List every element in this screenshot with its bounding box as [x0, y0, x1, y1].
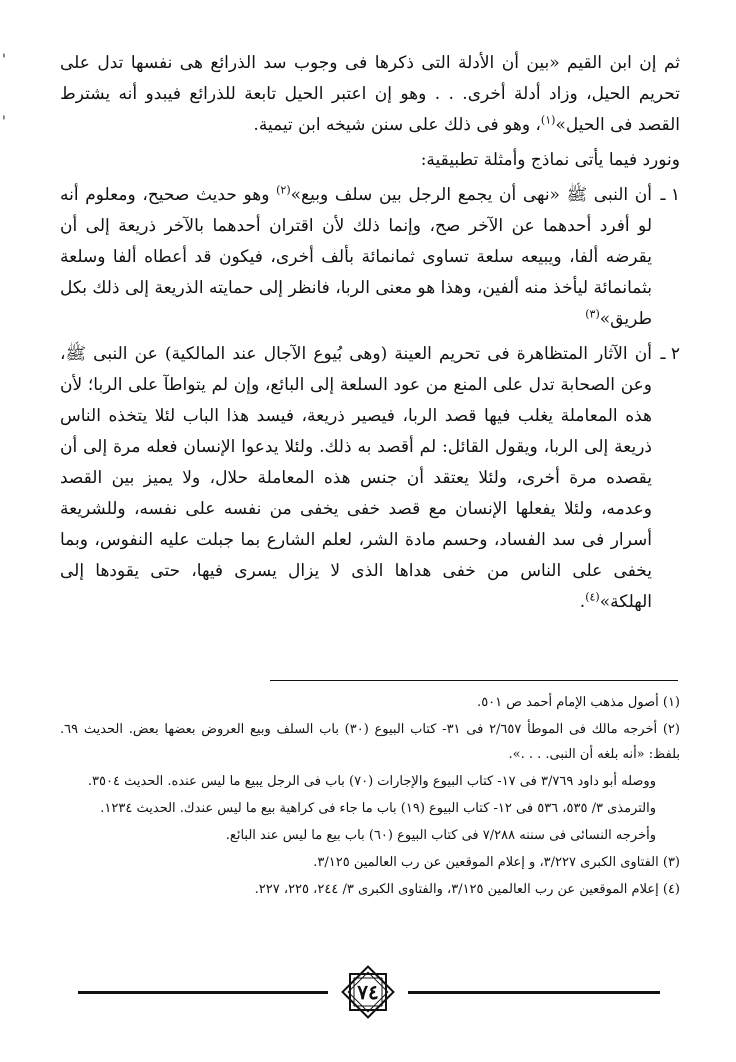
list-item-text	[60, 180, 652, 335]
footnote-separator	[270, 680, 678, 681]
footnote-4: (٤) إعلام الموقعين عن رب العالمين ٣/١٢٥، والفتاوى الكبرى ٣/ ٢٤٤، ٢٢٥، ٢٢٧.	[254, 882, 680, 897]
paragraph-1-text: ثم إن ابن القيم «بين أن الأدلة التى ذكرها فى وجوب سد الذرائع هى نفسها تدل على تحريم الحيل، وزاد أدلة أخرى. . . وهو إن اعتبر الحيل تابعة للذرائع فيبدو أنه يشترط القصد فى الحيل»	[60, 53, 680, 135]
footnote-ref-4: (٤)	[585, 590, 600, 604]
page-number-badge	[338, 962, 398, 1022]
list-item-number: ٢ ـ	[660, 344, 680, 364]
footnote-2: (٢) أخرجه مالك فى الموطأ ٢/٦٥٧ فى ٣١- كتاب البيوع (٣٠) باب السلف وبيع العروض بعضها بعض. الحديث ٦٩. بلفظ: «أنه بلغه أن النبى. . . .».	[60, 722, 680, 762]
item-2-text-b: .	[579, 592, 586, 612]
margin-mark-middle: '	[2, 114, 6, 130]
page-number: ٧٤	[357, 980, 379, 1004]
list-item-text	[60, 339, 652, 618]
paragraph-1	[60, 48, 680, 141]
list-item-1	[60, 180, 680, 335]
item-1-text-a: أن النبى ﷺ «نهى أن يجمع الرجل بين سلف وبيع»	[290, 185, 653, 205]
item-2-text-a: أن الآثار المتظاهرة فى تحريم العينة (وهى بُيوع الآجال عند المالكية) عن النبى ﷺ، وعن الصحابة تدل على المنع من عود السلعة إلى البائع، وإن لم يتواطآ على الربا؛ لأن هذه المعاملة يغلب فيها قصد الربا، فيصير ذريعة، فيسد هذا الباب لئلا يتخذه الناس ذريعة إلى الربا، ويقول القائل: لم أقصد به ذلك. ولئلا يدعوا الإنسان فعله مرة إلى أن يقصده مرة أخرى، ولئلا يعتقد أن جنس هذه المعاملة حلال، ولا يميز بين القصد وعدمه، ولئلا يفعلها الإنسان مع قصد خفى يخفى من نفسه على نفسه، وللشريعة أسرار فى سد الفساد، وحسم مادة الشر، لعلم الشارع بما جبلت عليه النفوس، وبما يخفى على الناس من خفى هداها الذى لا يزال يسرى فيها، حتى يقودها إلى الهلكة»	[60, 344, 652, 612]
footnote-2-continued-abu-dawud: ووصله أبو داود ٣/٧٦٩ فى ١٧- كتاب البيوع والإجارات (٧٠) باب فى الرجل يبيع ما ليس عنده. الحديث ٣٥٠٤.	[87, 774, 656, 789]
page-body	[60, 48, 680, 622]
footnote-2-continued-nasai: وأخرجه النسائى فى سننه ٧/٢٨٨ فى كتاب البيوع (٦٠) باب بيع ما ليس عند البائع.	[225, 828, 656, 843]
footnote-1: (١) أصول مذهب الإمام أحمد ص ٥٠١.	[477, 695, 680, 710]
footnote-ref-3: (٣)	[585, 307, 600, 321]
bottom-rule-left	[78, 991, 328, 994]
footnote-ref-2: (٢)	[276, 183, 291, 197]
footnote-ref-1: (١)	[540, 113, 556, 127]
footnotes	[60, 690, 680, 904]
list-item-number: ١ ـ	[660, 185, 680, 205]
bottom-rule-right	[408, 991, 660, 994]
footnote-3: (٣) الفتاوى الكبرى ٣/٢٢٧، و إعلام الموقعين عن رب العالمين ٣/١٢٥.	[313, 855, 680, 870]
paragraph-1-end: ، وهو فى ذلك على سنن شيخه ابن تيمية.	[253, 115, 541, 135]
intro-line: ونورد فيما يأتى نماذج وأمثلة تطبيقية:	[420, 150, 680, 170]
item-1-text-b: وهو حديث صحيح، ومعلوم أنه لو أفرد أحدهما عن الآخر صح، وإنما ذلك لأن اقتران أحدهما بالآخر ذريعة إلى أن يقرضه ألفا، ويبيعه سلعة تساوى ثمانمائة بألف أخرى، فيكون قد أعطاه ألفا وسلعة بثمانمائة ليأخذ منه ألفين، وهذا هو معنى الربا، فانظر إلى حمايته الذريعة إلى ذلك بكل طريق»	[60, 185, 652, 329]
main-text	[60, 48, 680, 618]
footnote-2-continued-tirmidhi: والترمذى ٣/ ٥٣٥، ٥٣٦ فى ١٢- كتاب البيوع (١٩) باب ما جاء فى كراهية بيع ما ليس عندك. الحديث ١٢٣٤.	[100, 801, 656, 816]
list-item-2	[60, 339, 680, 618]
margin-mark-top: '	[2, 52, 6, 68]
